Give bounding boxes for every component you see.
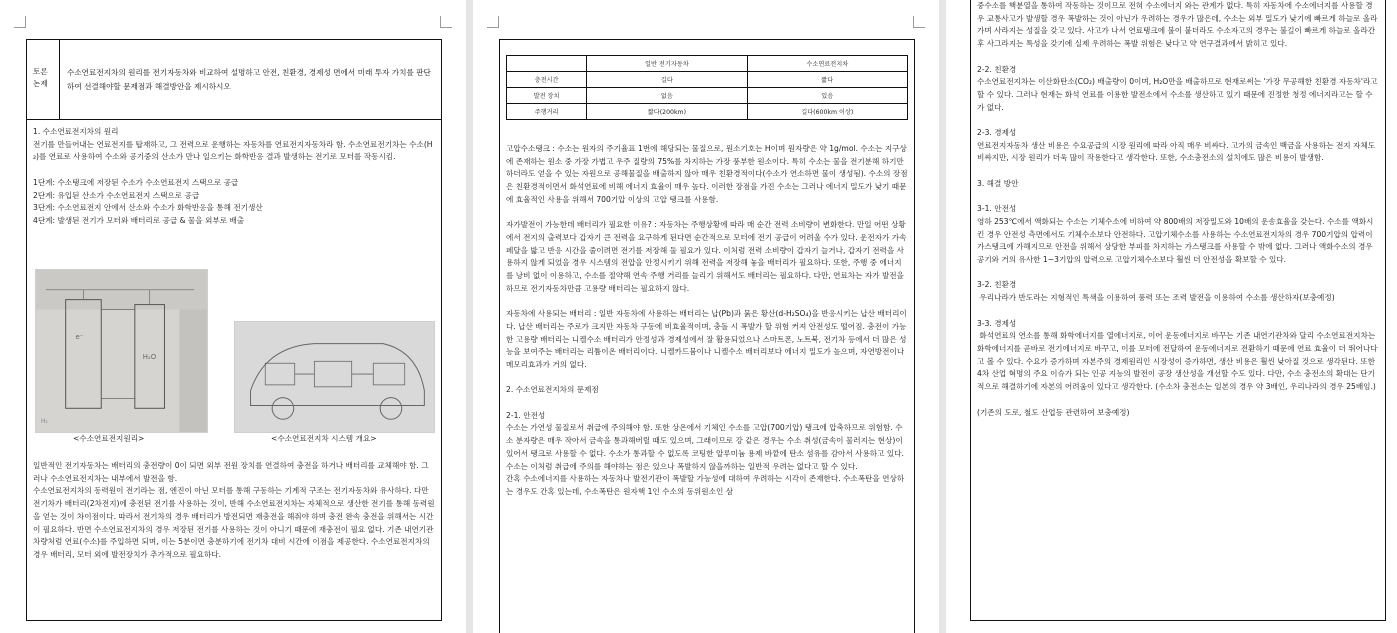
table-row <box>507 72 908 88</box>
hand-drawn-diagram-image <box>36 270 207 432</box>
crop-mark <box>913 16 925 28</box>
document-page-2 <box>473 0 939 633</box>
document-page-1 <box>0 0 466 633</box>
crop-mark <box>440 16 452 28</box>
table-row <box>507 88 908 104</box>
crop-mark <box>487 16 499 28</box>
principle-section: 1. 수소연료전지차의 원리 전기를 만들어내는 연료전지를 탑재하고, 그 전력으로 운행하는 자동차를 연료전지자동차라 함. 수소연료전기차는 수소(H₂)를 연료로 사용하여 수소와 공기중의 산소가 만나 일으키는 화학반응 결과 발생하는 전기로 모터를 작동시킴. 1단계: 수소탱크에 저장된 수소가 수소연료전지 스택으로 공급 2단계: 유입된 산소가 수소연료전지 스택으로 공급 3단계: 수소연료전지 안에서 산소와 수소가 화학반응을 통해 전기생산 4단계: 발생된 전기가 모터와 배터리로 공급 & 물을 외부로 배출 <box>33 127 433 225</box>
comparison-table <box>506 55 908 120</box>
fuel-cell-principle-photo <box>35 269 208 433</box>
table-cell: 길다(600km 이상) <box>747 104 907 120</box>
table-row <box>507 104 908 120</box>
table-header-cell: 수소연료전지차 <box>747 56 907 72</box>
fuel-cell-system-photo <box>234 321 435 433</box>
topic-text: 수소연료전지차의 원리를 전기자동차와 비교하여 설명하고 안전, 친환경, 경제성 면에서 미래 투자 가치를 판단하여 선결해야할 문제점과 해결방안을 제시하시오 <box>67 68 431 91</box>
page-3-body: 중수소를 핵분열을 통하여 작동하는 것이므로 전혀 수소에너지 와는 관계가 없다. 특히 자동차에 수소에너지를 사용할 경우 교통사고가 발생할 경우 폭발하는 것이 아닌가 우려하는 경우가 많은데, 수소는 외부 밀도가 낮기에 빠르게 하늘로 올라가며 사라지는 성질을 갖고 있다. 사고가 나서 연료탱크에 불이 붙더라도 수소자고의 경우는 불길이 빠르게 하늘로 올라간 후 사그라지는 특성을 갖기에 실제 우려하는 폭발 위험은 낮다고 약 연구결과에서 밝히고 있다. 2-2. 친환경 수소연료전지차는 이산화탄소(CO₂) 배출량이 0이며, H₂O만을 배출하므로 현재로써는 '가장 무공해한 친환경 자동차'라고 할 수 있다. 그러나 현재는 화석 연료를 이용한 발전소에서 수소를 생산하고 있기 때문에 진정한 청정 에너지라고는 할 수가 없다. 2-3. 경제성 연료전지자동차 생산 비용은 수요공급의 시장 원리에 따라 아직 매우 비싸다. 고가의 금속인 백금을 사용하는 전지 자체도 비싸지만, 시장 원리가 더욱 많이 작용한다고 생각한다. 또한, 수소충전소의 설치에도 많은 비용이 발생함. 3. 해결 방안 3-1. 안전성 영하 253℃에서 액화되는 수소는 기체수소에 비하여 약 800배의 저장밀도와 10배의 운송효율을 갖는다. 수소를 액화시킨 경우 안전성 측면에서도 기체수소보다 안전하다. 고압기체수소를 사용하는 수소연료전지차의 경우 700기압의 압력이 가스탱크에 가해지므로 안전을 위해서 상당한 부피를 차지하는 가스탱크를 사용할 수 밖에 없다. 그러나 액화수소의 경우 공기와 거의 유사한 1~3기압의 압력으로 고압기체수소보다 훨씬 더 안전성을 확보할 수 있다. 3-2. 친환경 우리나라가 반도라는 지형적인 특색을 이용하여 풍력 또는 조력 발전을 이용하여 수소를 생산하자(보충예정) 3-3. 경제성 화석연료의 연소를 통해 화학에너지를 열에너지로, 이어 운동에너지로 바꾸는 기존 내연기관차와 달리 수소연료전지차는 화학에너지를 곧바로 전기에너지로 바꾸고, 이를 모터에 전달하여 운동에너지로 전환하기 때문에 연료 효율이 더 뛰어나다고 볼 수 있다. 수요가 증가하며 자본주의 경제원리인 시장성이 증가하면, 생산 비용은 훨씬 낮아질 것으로 생각된다. 또한 4차 산업 혁명의 주요 이슈가 되는 인공 지능의 발전이 공장 생산성을 개선할 수도 있다. 다만, 수소 충전소의 확대는 단기적으로 해결하기에 자본의 어려움이 있다고 생각한다. (수소차 충전소는 일본의 경우 약 3배인, 우리나라의 경우 25배임.) (기존의 도로, 철도 산업등 관련하여 보충예정) <box>977 1 1378 417</box>
hand-drawn-car-system-image <box>235 322 434 432</box>
svg-text:e⁻: e⁻ <box>75 333 84 342</box>
table-cell: 있음 <box>747 88 907 104</box>
table-header-row <box>507 56 908 72</box>
table-cell: 없음 <box>587 88 747 104</box>
svg-text:H₂: H₂ <box>40 419 48 426</box>
table-cell: 주행거리 <box>507 104 587 120</box>
page-1-frame <box>26 39 442 621</box>
ev-comparison-section: 일반적인 전기자동차는 배터리의 충전량이 0이 되면 외부 전원 장치를 연결하여 충전을 하거나 배터리를 교체해야 함. 그러나 수소연료전지차는 내부에서 발전을 함. 수소연료전지차의 동력원이 전기라는 점, 엔진이 아닌 모터를 통해 구동하는 기계적 구조는 전기자동차와 유사하다. 다만 전기차가 배터리(2차전지)에 충전된 전기를 사용하는 것이, 반해 수소연료전지차는 자체적으로 생산한 전기를 통해 동력원을 얻는 것이 차이점이다. 따라서 전기차의 경우 배터리가 방전되면 재충전을 해줘야 하며 충전 완속 충전을 위해서는 시간이 필요하다. 반면 수소연료전지차의 경우 저장된 전기를 사용하는 것이 아니기 때문에 재충전이 필요 없다. 기존 내연기관 차량처럼 연료(수소)를 주입하면 되며, 이는 5분이면 충분하기에 전기차 대비 시간에 이점을 제공한다. 수소연료전지차의 경우 배터리, 모터 외에 발전장치가 추가적으로 필요하다. <box>33 461 435 559</box>
svg-text:H₂O: H₂O <box>142 352 157 361</box>
topic-box <box>27 40 441 120</box>
crop-mark <box>14 16 26 28</box>
page-2-body: 고압수소탱크 : 수소는 원자의 주기율표 1번에 해당되는 물질으로, 원소기호는 H이며 원자량은 약 1g/mol. 수소는 지구상에 존재하는 원소 중 가장 가볍고 우주 질량의 75%를 차지하는 가장 풍부한 원소이다. 특히 수소는 물을 전기분해 하기만 하더라도 얻을 수 있는 자원으로 공해물질을 배출하지 않아 매우 친환경적이다(수소가 연소하면 물이 생성됨). 수소의 장점은 친환경적이면서 화석연료에 비해 에너지 효율이 매우 높다. 이러한 장점을 가진 수소는 그러나 에너지 밀도가 낮기 때문에 효율적인 사용을 위해서 700기압 이상의 고압 탱크를 사용함. 자가발전이 가능한데 배터리가 필요한 이유? : 자동차는 주행상황에 따라 매 순간 전력 소비량이 변화한다. 만일 어떤 상황에서 전지의 출력보다 갑자기 큰 전력을 요구하게 된다면 순간적으로 모터에 전기 공급이 어려울 수가 있다. 운전자가 가속 페달을 밟고 반응 시간을 줄이려면 전기를 저장해 둘 필요가 있다. 이처럼 전력 소비량이 갑자기 늘거나, 갑자기 전력을 사용하지 않게 되었을 경우 시스템의 전압을 안정시키기 위해 전력을 저장해 놓을 배터리가 필요하다. 또한, 주행 중 에너지를 낭비 없이 이용하고, 수소를 절약해 연속 주행 거리를 늘리기 위해서도 배터리는 필요하다. 다만, 연료차는 자가 발전을 하므로 전기자동차만큼 고용량 배터리는 필요하지 않다. 자동차에 사용되는 배터리 : 일반 자동차에 사용하는 배터리는 납(Pb)과 묽은 황산(d-H₂SO₄)을 반응시키는 납산 배터리이다. 납산 배터리는 주로가 크지만 자동차 구동에 비효율적이며, 충돌 시 폭발가 할 위험 커져 안전성도 떨어짐. 충전이 가능한 고용량 배터리는 니켈수소 배터리가 안정성과 경제성에서 잘 활용되었으나 스마트폰, 노트북, 전기차 등에서 더 많은 성능을 보여주는 배터리는 리튬이온 배터리이다. 니켈카드뮴이나 니켈수소 배터리보다 에너지 밀도가 높으며, 자연방전이나 메모리효과가 거의 없다. 2. 수소연료전지차의 문제점 2-1. 안전성 수소는 가연성 물질로서 취급에 주의해야 함. 또한 상온에서 기체인 수소를 고압(700기압) 탱크에 압축하므로 위험함. 수소 분자량은 매우 작아서 금속을 통과해버릴 때도 있으며, 그래이므로 강 같은 경우는 수소 취성(금속이 물러지는 현상)이 있어서 탱크로 사용할 수 없다. 수소가 통과할 수 없도록 코팅한 알루미늄 용제 바깥에 탄소 섬유를 감아서 사용하고 있다. 수소는 이처럼 취급에 주의를 해야하는 점은 있으나 폭발하지 않을까하는 일반적 우려는 없다고 할 수 있다. 간혹 수소에너지를 사용하는 자동차나 발전기관이 폭발할 가능성에 대하여 우려하는 시각이 존재한다. 수소폭탄을 연상하는 경우도 간혹 있는데, 수소폭탄은 원자핵 1인 수소의 동위원소인 삼 <box>506 144 908 496</box>
topic-label: 토론 논제 <box>27 40 60 119</box>
table-cell: 충전시간 <box>507 72 587 88</box>
table-header-cell: 일반 전기자동차 <box>587 56 747 72</box>
table-cell: 길다 <box>587 72 747 88</box>
comparison-table-wrap <box>506 55 908 120</box>
document-page-3 <box>946 0 1397 633</box>
system-caption: <수소연료전지차 시스템 개요> <box>271 434 377 443</box>
page-3-frame <box>970 0 1386 621</box>
table-cell: 짧다 <box>747 72 907 88</box>
principle-caption: <수소연료전지원리> <box>73 434 145 443</box>
table-cell: 짧다(200km) <box>587 104 747 120</box>
page-2-frame <box>499 39 915 633</box>
table-cell: 발전 장치 <box>507 88 587 104</box>
table-header-cell <box>507 56 587 72</box>
